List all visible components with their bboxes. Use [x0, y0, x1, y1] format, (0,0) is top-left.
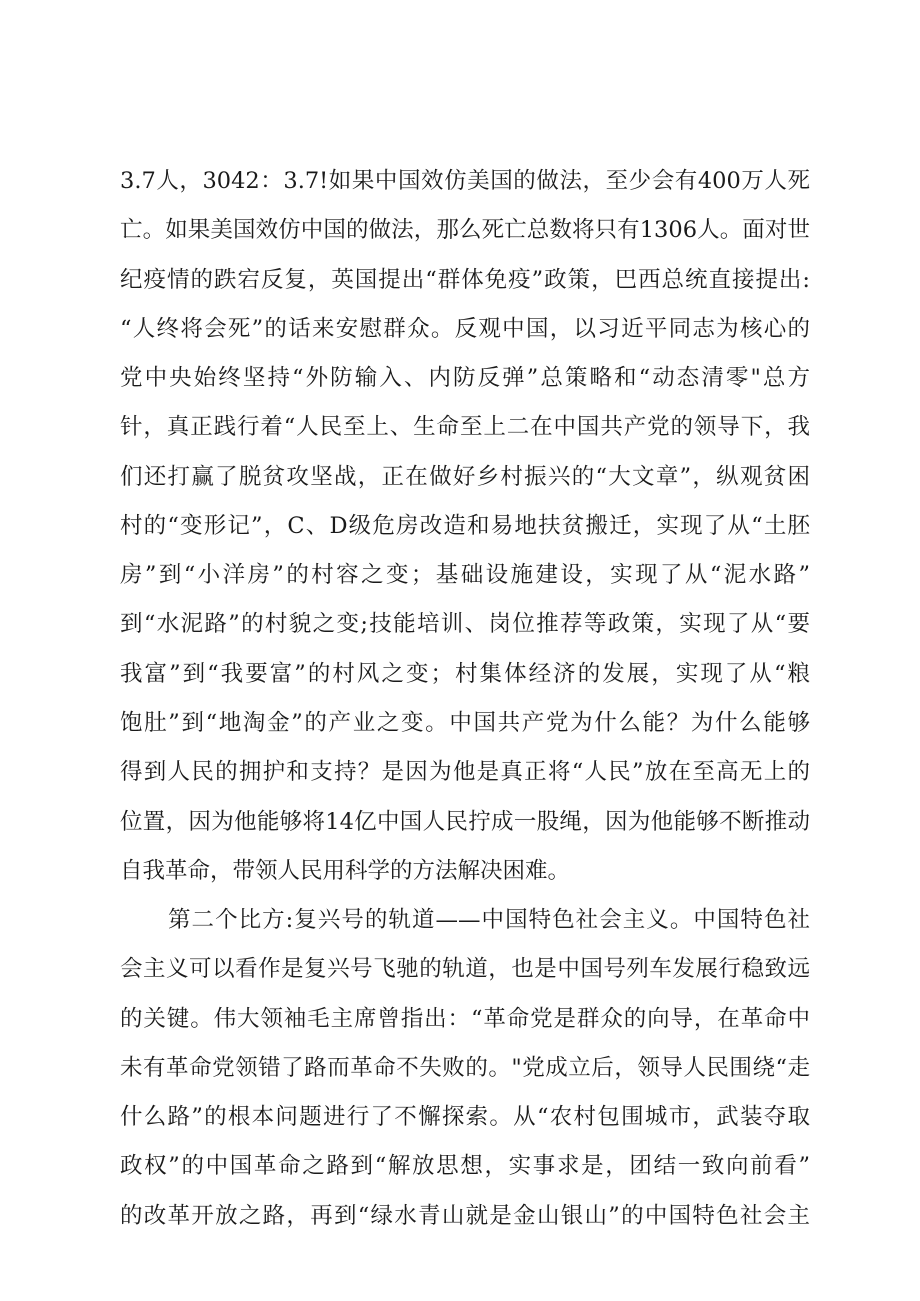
text-line: 的关键。伟大领袖毛主席曾指出：“革命党是群众的向导，在革命中 [120, 1006, 810, 1032]
text-line: 亡。如果美国效仿中国的做法，那么死亡总数将只有1306人。面对世 [120, 217, 810, 243]
text-line: 们还打赢了脱贫攻坚战，正在做好乡村振兴的“大文章”，纵观贫困 [120, 464, 810, 490]
text-line: 得到人民的拥护和支持？是因为他是真正将“人民”放在至高无上的 [120, 759, 810, 785]
text-line: 自我革命，带领人民用科学的方法解决困难。 [120, 858, 571, 884]
text-line: 我富”到“我要富”的村风之变；村集体经济的发展，实现了从“粮 [120, 661, 810, 687]
text-line: 房”到“小洋房”的村容之变；基础设施建设，实现了从“泥水路” [120, 562, 810, 588]
text-line: 饱肚”到“地淘金”的产业之变。中国共产党为什么能？为什么能够 [120, 710, 810, 736]
text-line: 位置，因为他能够将14亿中国人民拧成一股绳，因为他能够不断推动 [120, 809, 810, 835]
text-line: 到“水泥路”的村貌之变;技能培训、岗位推荐等政策，实现了从“要 [120, 611, 810, 637]
text-line: 党中央始终坚持“外防输入、内防反弹”总策略和“动态清零"总方 [120, 365, 810, 391]
text-line: 第二个比方:复兴号的轨道——中国特色社会主义。中国特色社 [168, 907, 810, 933]
text-line: 什么路”的根本问题进行了不懈探索。从“农村包围城市，武装夺取 [120, 1104, 810, 1130]
text-line: 政权”的中国革命之路到“解放思想，实事求是，团结一致向前看” [120, 1153, 810, 1179]
text-line: “人终将会死”的话来安慰群众。反观中国，以习近平同志为核心的 [120, 316, 810, 342]
text-line: 3.7人，3042：3.7!如果中国效仿美国的做法，至少会有400万人死 [120, 168, 810, 194]
text-line: 针，真正践行着“人民至上、生命至上二在中国共产党的领导下，我 [120, 414, 810, 440]
text-line: 纪疫情的跌宕反复，英国提出“群体免疫”政策，巴西总统直接提出: [120, 267, 810, 293]
text-line: 未有革命党领错了路而革命不失败的。"党成立后，领导人民围绕“走 [120, 1055, 810, 1081]
text-line: 的改革开放之路，再到“绿水青山就是金山银山”的中国特色社会主 [120, 1203, 810, 1229]
text-line: 村的“变形记”，C、D级危房改造和易地扶贫搬迁，实现了从“土胚 [120, 513, 810, 539]
text-line: 会主义可以看作是复兴号飞驰的轨道，也是中国号列车发展行稳致远 [120, 956, 810, 982]
